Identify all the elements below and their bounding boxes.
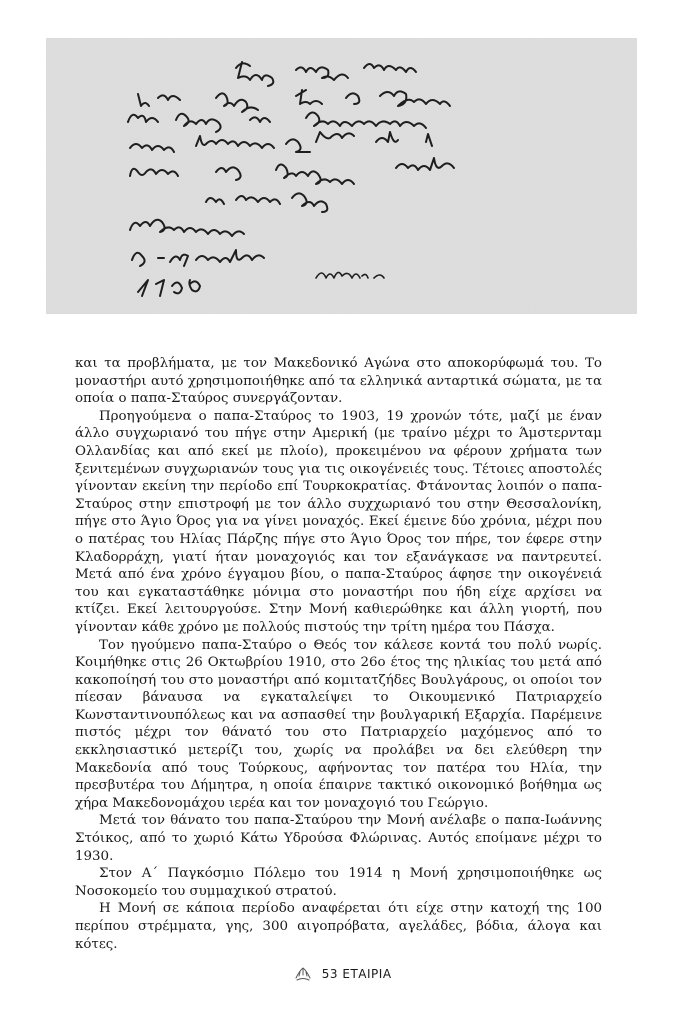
paragraph: Προηγούμενα ο παπα-Σταύρος το 1903, 19 χρονών τότε, μαζί με έναν άλλο συγχωριανό του πήγε στην Αμερική (με τραίνο μέχρι το Άμστερνταμ Ολλανδίας και από εκεί με πλοίο), προκειμένου να φέρουν χρήματα των ξενιτεμένων συγχωριανών τους για τις οικογένειές τους. Τέτοιες αποστολές γίνονταν εκείνη την περίοδο επί Τουρκοκρατίας. Φτάνοντας λοιπόν ο παπα-Σταύρος στην επιστροφή με τον άλλο συχχωριανό του στην Θεσσαλονίκη, πήγε στο Άγιο Όρος για να γίνει μοναχός. Εκεί έμεινε δύο χρόνια, μέχρι που ο πατέρας του Ηλίας Πάρζης πήγε στο Άγιο Όρος τον πήρε, τον έφερε στην Κλαδορράχη, γιατί ήταν μοναχογιός και τον εξανάγκασε να παντρευτεί. Μετά από ένα χρόνο έγγαμου βίου, ο παπα-Σταύρος άφησε την οικογένειά του και εγκαταστάθηκε μόνιμα στο μοναστήρι που ήδη είχε αρχίσει να κτίζει. Εκεί λειτουργούσε. Στην Μονή καθιερώθηκε και άλλη γιορτή, που γίνονταν κάθε χρόνο με πολλούς πιστούς την τρίτη ημέρα του Πάσχα.	[75, 408, 602, 635]
paragraph: Μετά τον θάνατο του παπα-Σταύρου την Μονή ανέλαβε ο παπα-Ιωάννης Στόικος, από το χωριό Κάτω Υδρούσα Φλώρινας. Αυτός εποίμανε μέχρι το 1930.	[75, 813, 602, 864]
paragraph: Στον Α΄ Παγκόσμιο Πόλεμο του 1914 η Μονή χρησιμοποιήθηκε ως Νοσοκομείο του συμμαχικού στρατού.	[75, 866, 602, 899]
ornament-icon	[293, 966, 313, 982]
footer-label: ΕΤΑΙΡΙΑ	[342, 967, 392, 981]
paragraph: Η Μονή σε κάποια περίοδο αναφέρεται ότι είχε στην κατοχή της 100 περίπου στρέμματα, γης, 300 αιγοπρόβατα, αγελάδες, βόδια, άλογα και κότες.	[75, 901, 602, 952]
page-footer	[0, 966, 685, 982]
paragraph: και τα προβλήματα, με τον Μακεδονικό Αγώνα στο αποκορύφωμά του. Το μοναστήρι αυτό χρησιμοποιήθηκε από τα ελληνικά ανταρτικά σώματα, με τα οποία ο παπα-Σταύρος συνεργάζονταν.	[75, 356, 602, 407]
body-text	[75, 355, 602, 953]
handwriting-illustration	[46, 38, 637, 314]
paragraph: Τον ηγούμενο παπα-Σταύρο ο Θεός τον κάλεσε κοντά του πολύ νωρίς. Κοιμήθηκε στις 26 Οκτωβρίου 1910, στο 26ο έτος της ηλικίας του μετά από κακοποίησή του στο μοναστήρι από κομιτατζήδες Βουλγάρους, οι οποίοι τον πίεσαν βάναυσα να εγκαταλείψει το Οικουμενικό Πατριαρχείο Κωνσταντινουπόλεως και να ασπασθεί την βουλγαρική Εξαρχία. Παρέμεινε πιστός μέχρι τον θάνατό του στο Πατριαρχείο μαχόμενος από το εκκλησιαστικό μετερίζι του, χωρίς να προλάβει να δει ελεύθερη την Μακεδονία από τους Τούρκους, αφήνοντας τον πατέρα του Ηλία, την πρεσβυτέρα του Δήμητρα, η οποία έπαιρνε τακτικό οικονομικό βοήθημα ως χήρα Μακεδονομάχου ιερέα και τον μοναχογιό του Γεώργιο.	[75, 637, 602, 811]
handwritten-document-image	[46, 38, 637, 314]
page-number: 53	[321, 967, 339, 981]
